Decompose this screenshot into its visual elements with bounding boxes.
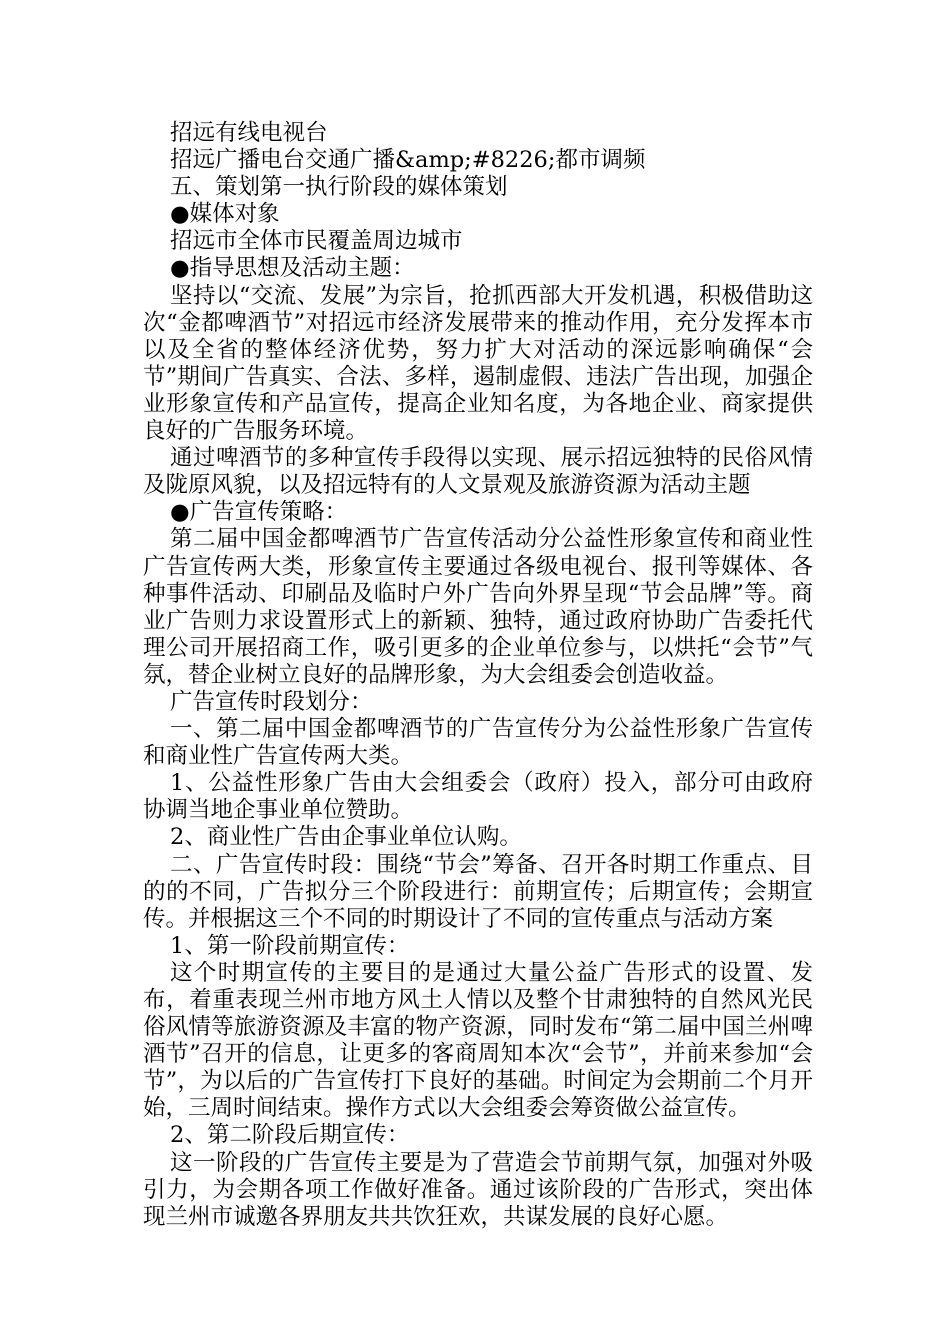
paragraph: 这个时期宣传的主要目的是通过大量公益广告形式的设置、发布，着重表现兰州市地方风土人情以及整个甘肃独特的自然风光民俗风情等旅游资源及丰富的物产资源，同时发布“第二届中国兰州啤酒节”召开的信息，让更多的客商周知本次“会节”，并前来参加“会节”，为以后的广告宣传打下良好的基础。时间定为会期前二个月开始，三周时间结束。操作方式以大会组委会筹资做公益宣传。 (143, 959, 813, 1122)
paragraph: 坚持以“交流、发展”为宗旨，抢抓西部大开发机遇，积极借助这次“金都啤酒节”对招远市经济发展带来的推动作用，充分发挥本市以及全省的整体经济优势，努力扩大对活动的深远影响确保“会节”期间广告真实、合法、多样，遏制虚假、违法广告出现，加强企业形象宣传和产品宣传，提高企业知名度，为各地企业、商家提供良好的广告服务环境。 (143, 282, 813, 445)
paragraph: 一、第二届中国金都啤酒节的广告宣传分为公益性形象广告宣传和商业性广告宣传两大类。 (143, 716, 813, 770)
bullet-heading: ●广告宣传策略： (170, 499, 348, 526)
paragraph: 第二届中国金都啤酒节广告宣传活动分公益性形象宣传和商业性广告宣传两大类，形象宣传主要通过各级电视台、报刊等媒体、各种事件活动、印刷品及临时户外广告向外界呈现“节会品牌”等。商业广告则力求设置形式上的新颖、独特，通过政府协助广告委托代理公司开展招商工作，吸引更多的企业单位参与，以烘托“会节”气氛，替企业树立良好的品牌形象，为大会组委会创造收益。 (143, 526, 813, 688)
document-body (143, 120, 813, 1231)
paragraph: 招远有线电视台 (170, 120, 328, 146)
paragraph: 2、第二阶段后期宣传： (170, 1122, 410, 1149)
bullet-heading: ●媒体对象 (170, 201, 280, 228)
paragraph: 二、广告宣传时段：围绕“节会”筹备、召开各时期工作重点、目的的不同，广告拟分三个阶段进行：前期宣传；后期宣传；会期宣传。并根据这三个不同的时期设计了不同的宣传重点与活动方案 (143, 851, 813, 932)
paragraph: 招远市全体市民覆盖周边城市 (170, 228, 463, 255)
paragraph: 这一阶段的广告宣传主要是为了营造会节前期气氛，加强对外吸引力，为会期各项工作做好准备。通过该阶段的广告形式，突出体现兰州市诚邀各界朋友共共饮狂欢，共谋发展的良好心愿。 (143, 1149, 813, 1230)
section-heading: 五、策划第一执行阶段的媒体策划 (170, 174, 508, 201)
paragraph: 2、商业性广告由企事业单位认购。 (170, 824, 522, 851)
paragraph: 广告宣传时段划分： (170, 688, 373, 715)
paragraph: 1、公益性形象广告由大会组委会（政府）投入，部分可由政府协调当地企事业单位赞助。 (143, 770, 813, 824)
paragraph: 招远广播电台交通广播&amp;#8226;都市调频 (170, 147, 646, 174)
bullet-heading: ●指导思想及活动主题： (170, 255, 415, 282)
paragraph: 通过啤酒节的多种宣传手段得以实现、展示招远独特的民俗风情及陇原风貌，以及招远特有的人文景观及旅游资源为活动主题 (143, 445, 813, 499)
paragraph: 1、第一阶段前期宣传： (170, 932, 410, 959)
